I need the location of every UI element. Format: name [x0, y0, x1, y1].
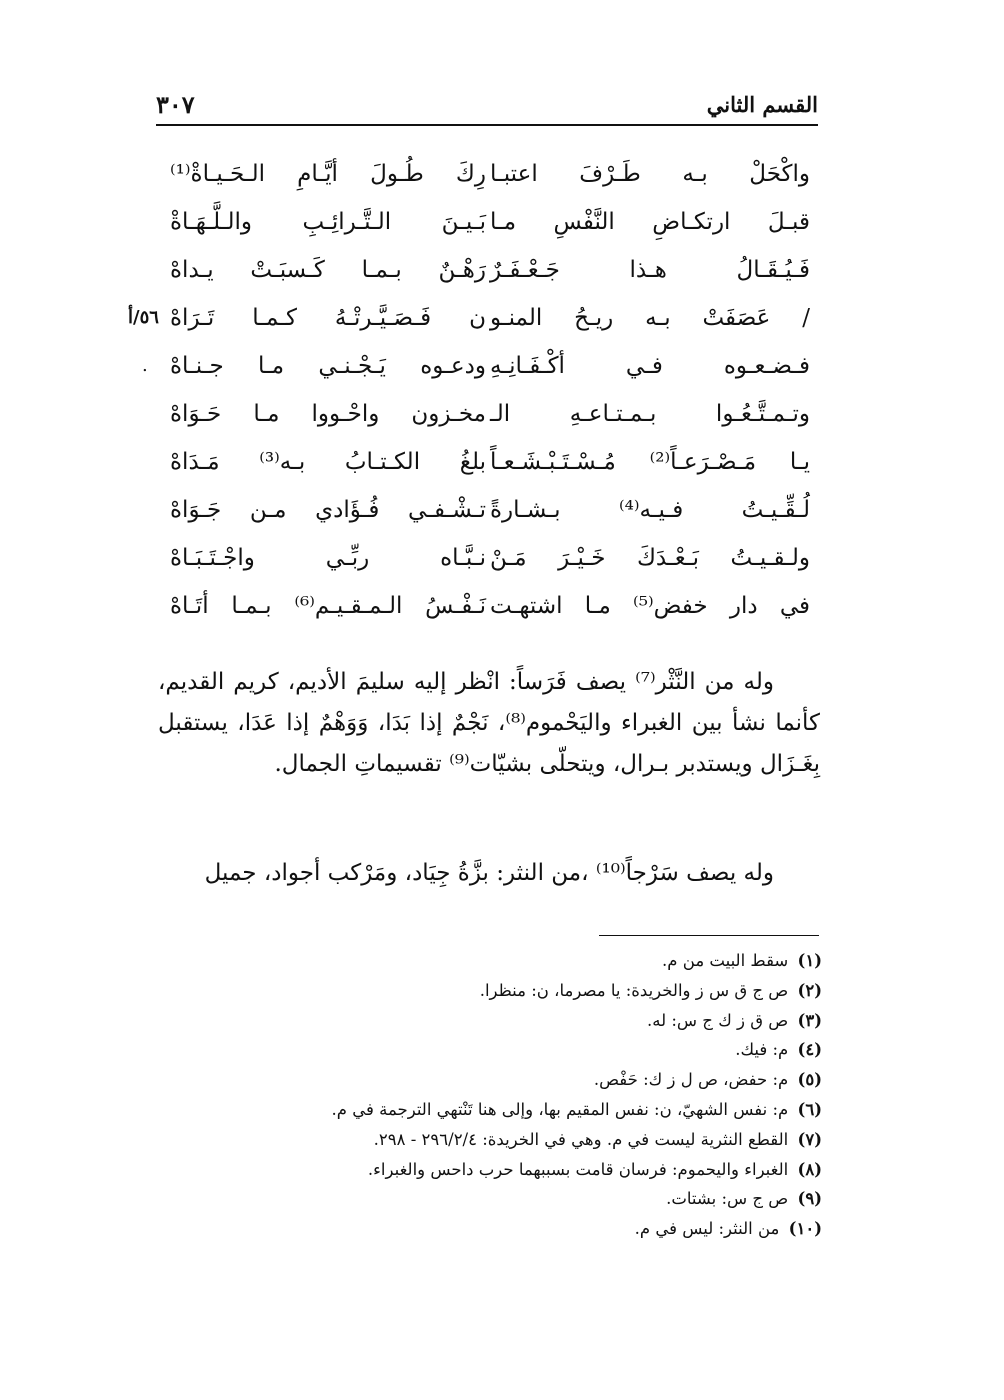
first-hemistich: يـا مَـصْـرَعـاً⁽²⁾ مُـسْـتَـبْـشَـعـاً [490, 449, 811, 475]
margin-dot: . [142, 355, 148, 376]
footnotes-list [182, 946, 822, 1244]
footnote [182, 1214, 822, 1244]
footnote [182, 946, 822, 976]
first-hemistich: فـضـعـوه فـي أكْـفَـانِـهِ [490, 353, 810, 379]
poem-verse [140, 582, 830, 630]
footnote-text: ص ق ز ك ج س: له. [646, 1010, 789, 1030]
footnote-text: الغبراء واليحموم: فرسان قامت بسببهما حرب داحس والغبراء. [367, 1159, 789, 1179]
footnote [182, 976, 822, 1006]
footnote-text: م: فيك. [735, 1040, 789, 1060]
first-hemistich: قبـلَ ارتكـاضِ النَّفْسِ مـا [490, 209, 810, 235]
manuscript-folio-note: ٥٦/أ [128, 307, 159, 328]
page-header [156, 84, 818, 126]
poem-verse [140, 198, 830, 246]
footnote-number: (٢) [797, 980, 822, 1000]
footnote-text: القطع النثرية ليست في م. وهي في الخريدة: ٢٩٦/٢/٤ - ٢٩٨. [373, 1129, 789, 1149]
footnote-number: (٦) [797, 1099, 822, 1119]
footnote-number: (٣) [797, 1010, 822, 1030]
prose-paragraph-horse: وله من النَّثْر⁽⁷⁾ يصف فَرَساً: انْظر إليه سليمَ الأديم، كريم القديم، كأنما نشأ بين الغبراء واليَحْموم⁽⁸⁾، نَجْمٌ إذا بَدَا، وَوَهْمٌ إذا عَدَا، يستقبل بِغَـزَال ويستدبر بـرال، ويتحلّى بشيّات⁽⁹⁾ تقسيماتِ الجمال. [158, 669, 820, 777]
poem-verse [140, 342, 830, 390]
footnote [182, 1095, 822, 1125]
second-hemistich: بَـيـنَ الـتَّـرائِـبِ والـلَّـهَـاةْ [170, 209, 486, 235]
footnote-text: ص ج ق س ز والخريدة: يا مصرما، ن: منظرا. [479, 980, 789, 1000]
footnote-text: م: نفس الشهيّ، ن: نفس المقيم بها، وإلى هنا تَنْتهي الترجمة في م. [331, 1099, 789, 1119]
prose-paragraph-saddle: وله يصف سَرْجاً⁽¹⁰⁾ ،من النثر: بزَّةُ جِيَاد، ومَرْكب أجواد، جميل [204, 860, 774, 886]
poem-verse [140, 150, 830, 198]
second-hemistich: رِكَ طُـولَ أيَّـامِ الـحَـيـاةْ⁽¹⁾ [170, 161, 486, 187]
footnote-text: سقط البيت من م. [662, 951, 789, 970]
poem-verse [140, 534, 830, 582]
poem-verse [128, 294, 830, 342]
footnote-text: من النثر: ليس في م. [634, 1219, 780, 1239]
footnote-number: (٨) [797, 1159, 822, 1179]
footnote-number: (١٠) [788, 1219, 822, 1239]
section-title: القسم الثاني [706, 92, 818, 117]
footnote-number: (٤) [797, 1040, 822, 1060]
poem-verse [140, 246, 830, 294]
second-hemistich: بلغُ الكـتـابُ بـه⁽³⁾ مَـدَاهْ [170, 449, 486, 475]
footnote [182, 1035, 822, 1065]
first-hemistich: واكْحَلْ بـه طَـرْفَ اعتبـا [490, 161, 810, 187]
first-hemistich: في دار خفض⁽⁵⁾ مـا اشتهـت [490, 593, 810, 619]
page-number: ٣٠٧ [156, 90, 195, 119]
first-hemistich: فَـيُـقَـالُ هـذا جَـعْـفَـرٌ [490, 257, 810, 283]
poem [128, 150, 830, 630]
footnote-text: م: حفض، ص ل ز ك: حَفْص. [593, 1070, 789, 1090]
second-hemistich: ن فَـصَـيَّـرتْـهُ كـمـا تَـرَاهْ [170, 305, 486, 331]
second-hemistich: تـشْـفـي فُـؤَادي مـن جَـوَاهْ [170, 497, 486, 523]
first-hemistich: وتـمـتَّـعُـوا بـمـتـاعـهِ الـ [490, 401, 810, 427]
footnote-number: (١) [797, 951, 822, 970]
footnote-text: ص ج س: بشتات. [666, 1189, 789, 1209]
footnote [182, 1006, 822, 1036]
footnote-number: (٩) [797, 1189, 822, 1209]
second-hemistich: نـبَّـاه ربِّـي واجْـتَـبَـاهْ [170, 545, 486, 571]
second-hemistich: مخـزون واحْـووا مـا حَـوَاهْ [170, 401, 486, 427]
footnote-separator [599, 935, 819, 936]
poem-verse [140, 438, 830, 486]
second-hemistich: رَهْـنٌ بـمـا كَـسبَـتْ يـداهْ [170, 257, 486, 283]
footnote-number: (٧) [797, 1129, 822, 1149]
footnote [182, 1065, 822, 1095]
poem-verse [140, 390, 830, 438]
footnote [182, 1184, 822, 1214]
second-hemistich: نَـفْـسُ الـمـقـيـم⁽⁶⁾ بـمـا أتَـاهْ [170, 593, 486, 619]
first-hemistich: لُـقِّـيـتُ فـيـه⁽⁴⁾ بـشـارةً [490, 497, 810, 523]
first-hemistich: ولـقـيـتُ بَـعْـدَكَ خَـيْـرَ مَـنْ [490, 545, 810, 571]
poem-verse [140, 486, 830, 534]
first-hemistich: / عَصَفَتْ بـه ريـحُ المنـو [490, 305, 810, 331]
second-hemistich: ودعـوه يَـجْـنـي مـا جـنـاهْ [170, 353, 486, 379]
footnote-number: (٥) [797, 1070, 822, 1090]
footnote [182, 1155, 822, 1185]
footnote [182, 1125, 822, 1155]
